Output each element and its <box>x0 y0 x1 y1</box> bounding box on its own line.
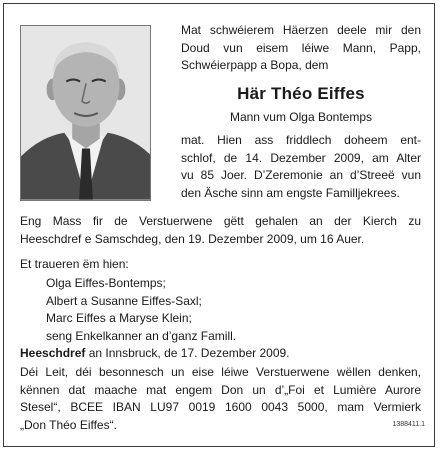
death-details <box>181 132 421 202</box>
mourner-entry: Olga Eiffes-Bontemps; <box>46 276 166 290</box>
mourner-entry: Marc Eiffes a Maryse Klein; <box>46 311 192 325</box>
place-date-rest: an Innsbruck, de 17. Dezember 2009. <box>85 346 290 360</box>
portrait-photo <box>20 25 151 201</box>
place-date-line <box>20 345 290 363</box>
donation-line: Stesel“, BCEE IBAN LU97 0019 1600 0043 5000, mam Vermierk <box>20 400 421 414</box>
intro-line: Mat schwéierem Häerzen deele mir den <box>181 23 421 37</box>
deceased-name: Här Théo Eiffes <box>237 84 365 103</box>
mass-line: Eng Mass fir de Verstuerwene gëtt gehalen an der Kierch zu <box>20 214 421 228</box>
reference-number: 1388411.1 <box>392 421 425 428</box>
mourners-list <box>46 275 406 345</box>
mourner-entry: Albert a Susanne Eiffes-Saxl; <box>46 293 202 308</box>
spouse-line: Mann vum Olga Bontemps <box>229 110 373 124</box>
place-town: Heeschdref <box>20 346 86 360</box>
death-line: den Äsche sinn am engste Familljekrees. <box>181 185 400 200</box>
death-line: vu 85 Joer. D’Zeremonie an d’Streeë vun <box>181 168 421 182</box>
mass-line: Heeschdref e Samschdeg, den 19. Dezember 2009, um 16 Auer. <box>20 231 365 246</box>
death-line: schlof, de 14. Dezember 2009, am Alter <box>181 150 421 165</box>
mourner-entry: seng Enkelkanner an d’ganz Famill. <box>46 328 237 343</box>
death-line: mat. Hien ass friddlech doheem ent- <box>181 133 421 147</box>
donation-line: kënnen dat maache mat engem Don un d’„Foi et Lumière Aurore <box>20 382 421 397</box>
announcement-intro <box>181 22 421 75</box>
mass-notice <box>20 213 421 248</box>
intro-line: Doud vun eisem léiwe Mann, Papp, <box>181 40 421 55</box>
donation-notice <box>20 364 421 434</box>
donation-line: Déi Leit, déi besonnesch un eise léiwe Verstuerwene wëllen denken, <box>20 365 421 379</box>
intro-line: Schwéierpapp a Bopa, dem <box>181 58 329 72</box>
donation-line: „Don Théo Eiffes“. <box>20 417 117 432</box>
mourners-heading: Et traueren ëm hien: <box>20 257 129 271</box>
